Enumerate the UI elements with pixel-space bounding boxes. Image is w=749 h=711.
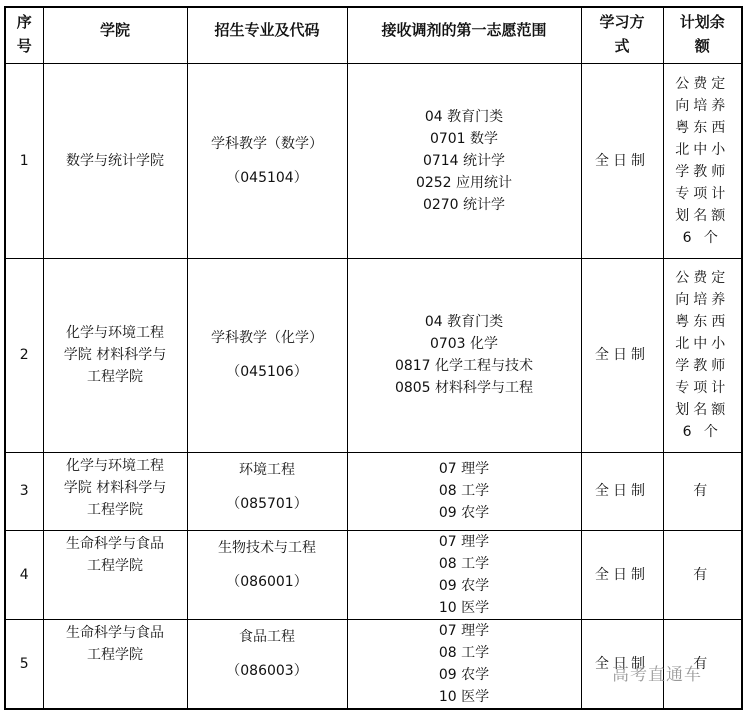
major-name: 学科教学（数学）: [211, 135, 323, 152]
scope-line: 0805 材料科学与工程: [394, 380, 534, 396]
scope-line: 0701 数学: [429, 130, 499, 147]
plan-line: 有: [693, 655, 712, 672]
plan-line: 有: [693, 566, 712, 583]
major-name: 食品工程: [239, 628, 295, 645]
plan-line: 粤东西: [675, 314, 730, 330]
cell-plan: [663, 530, 742, 619]
cell-plan: [663, 258, 742, 452]
major-code: （085701）: [226, 495, 308, 512]
cell-no: 1: [5, 63, 43, 258]
cell-no: 2: [5, 258, 43, 452]
scope-line: 0252 应用统计: [415, 174, 513, 191]
header-scope: 接收调剂的第一志愿范围: [347, 7, 581, 63]
plan-line: 向培养: [675, 292, 730, 308]
cell-mode: 全日制: [581, 452, 663, 530]
scope-line: 08 工学: [438, 483, 490, 499]
header-college: 学院: [43, 7, 187, 63]
plan-line: 专项计: [675, 380, 730, 396]
cell-major: [187, 258, 347, 452]
scope-line: 07 理学: [438, 461, 490, 477]
cell-scope: [347, 258, 581, 452]
scope-line: 10 医学: [438, 599, 490, 616]
cell-college: [43, 452, 187, 530]
plan-line: 北中小: [675, 141, 730, 158]
plan-line: 学教师: [675, 358, 730, 374]
cell-scope: [347, 530, 581, 619]
header-plan: 计划余额: [663, 7, 742, 63]
cell-major: [187, 452, 347, 530]
cell-major: [187, 530, 347, 619]
major-name: 学科教学（化学）: [211, 330, 323, 346]
cell-major: [187, 619, 347, 709]
college-line: 化学与环境工程: [66, 325, 164, 341]
cell-college: [43, 258, 187, 452]
college-line: 工程学院: [87, 501, 143, 518]
scope-line: 0714 统计学: [422, 152, 506, 169]
plan-line: 粤东西: [675, 119, 730, 136]
cell-college: [43, 530, 187, 619]
cell-scope: [347, 619, 581, 709]
scope-line: 0817 化学工程与技术: [394, 358, 534, 374]
scope-line: 04 教育门类: [424, 314, 504, 330]
scope-line: 0270 统计学: [422, 196, 506, 213]
college-line: 生命科学与食品: [66, 535, 164, 552]
major-name: 生物技术与工程: [218, 539, 316, 556]
scope-line: 10 医学: [438, 688, 490, 705]
plan-line: 划名额: [675, 207, 730, 224]
plan-line: 公费定: [675, 75, 730, 92]
table-row: [5, 258, 742, 452]
cell-college: [43, 619, 187, 709]
scope-line: 04 教育门类: [424, 108, 504, 125]
plan-line: 公费定: [675, 270, 730, 286]
college-line: 工程学院: [87, 557, 143, 574]
college-line: 工程学院: [87, 369, 143, 385]
cell-scope: [347, 452, 581, 530]
major-code: （086003）: [226, 662, 308, 679]
plan-line: 有: [693, 483, 712, 499]
header-no: 序号: [5, 7, 43, 63]
cell-major: [187, 63, 347, 258]
cell-mode: 全日制: [581, 258, 663, 452]
table-row: [5, 452, 742, 530]
header-mode: 学习方式: [581, 7, 663, 63]
scope-line: 08 工学: [438, 644, 490, 661]
scope-line: 07 理学: [438, 622, 490, 639]
scope-line: 09 农学: [438, 505, 490, 521]
scope-line: 09 农学: [438, 666, 490, 683]
plan-line: 专项计: [675, 185, 730, 202]
cell-plan: [663, 63, 742, 258]
plan-line: 北中小: [675, 336, 730, 352]
cell-plan: [663, 452, 742, 530]
cell-mode: 全日制: [581, 619, 663, 709]
scope-line: 09 农学: [438, 577, 490, 594]
college-line: 学院 材料科学与: [63, 347, 167, 363]
watermark: 高考直通车: [612, 665, 702, 685]
major-code: （045106）: [226, 364, 308, 380]
cell-mode: 全日制: [581, 530, 663, 619]
plan-line: 学教师: [675, 163, 730, 180]
cell-college: [43, 63, 187, 258]
college-line: 数学与统计学院: [66, 152, 164, 169]
plan-line: 6 个: [682, 229, 722, 246]
cell-no: 4: [5, 530, 43, 619]
cell-scope: [347, 63, 581, 258]
plan-line: 向培养: [675, 97, 730, 114]
scope-line: 08 工学: [438, 555, 490, 572]
cell-no: 5: [5, 619, 43, 709]
scope-line: 07 理学: [438, 533, 490, 550]
major-code: （086001）: [226, 573, 308, 590]
header-major: 招生专业及代码: [187, 7, 347, 63]
major-code: （045104）: [226, 169, 308, 186]
major-name: 环境工程: [239, 461, 295, 478]
scope-line: 0703 化学: [429, 336, 499, 352]
college-line: 学院 材料科学与: [63, 479, 167, 496]
table-row: [5, 530, 742, 619]
plan-line: 划名额: [675, 402, 730, 418]
cell-no: 3: [5, 452, 43, 530]
college-line: 生命科学与食品: [66, 624, 164, 641]
plan-line: 6 个: [682, 424, 722, 440]
header-row: [5, 7, 742, 63]
college-line: 工程学院: [87, 646, 143, 663]
cell-mode: 全日制: [581, 63, 663, 258]
adjustment-table: [4, 6, 743, 710]
table-row: [5, 63, 742, 258]
college-line: 化学与环境工程: [66, 457, 164, 474]
